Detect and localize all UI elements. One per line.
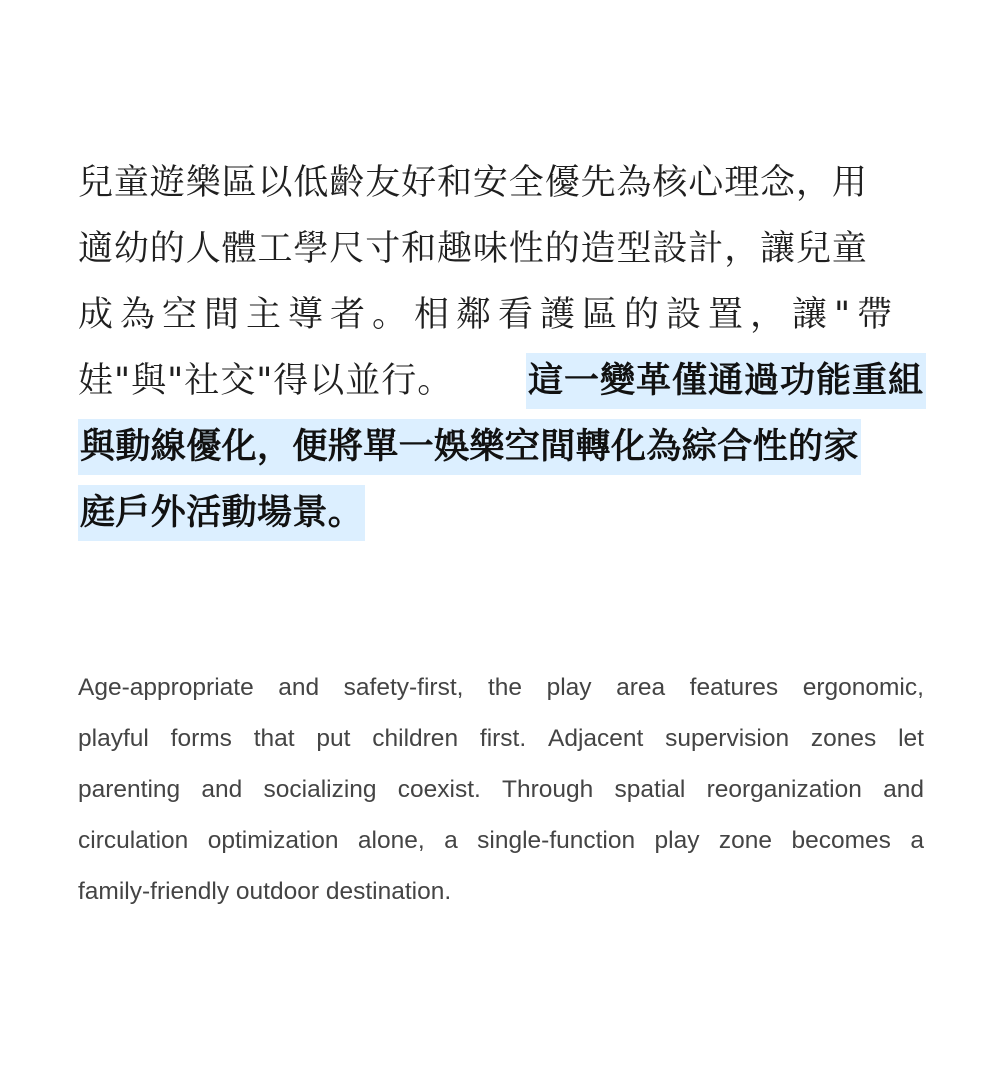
- highlighted-text: 庭戶外活動場景。: [78, 485, 365, 541]
- english-word: and: [278, 674, 320, 701]
- english-word: alone,: [357, 827, 425, 854]
- chinese-line-4: [78, 348, 926, 414]
- english-word: playful: [78, 725, 149, 752]
- english-line: [78, 713, 924, 764]
- english-paragraph: [78, 662, 924, 917]
- chinese-line-3: [78, 282, 926, 348]
- chinese-line-5: [78, 414, 926, 480]
- english-word: and: [883, 776, 924, 803]
- chinese-text: 兒童遊樂區以低齡友好和安全優先為核心理念，用: [78, 163, 868, 203]
- english-word: let: [898, 725, 924, 752]
- english-word: Age-appropriate: [78, 674, 254, 701]
- english-word: Adjacent: [547, 725, 644, 752]
- english-word: play: [546, 674, 592, 701]
- english-word: forms: [170, 725, 232, 752]
- english-word: zones: [810, 725, 877, 752]
- chinese-line-6: [78, 480, 926, 546]
- chinese-text: 娃"與"社交"得以並行。: [78, 361, 454, 401]
- highlighted-text: 與動線優化，便將單一娛樂空間轉化為綜合性的家: [78, 419, 861, 475]
- english-word: socializing: [263, 776, 377, 803]
- english-word: single-function: [477, 827, 636, 854]
- english-word: and: [201, 776, 243, 803]
- english-word: a: [910, 827, 924, 854]
- chinese-line-2: [78, 216, 926, 282]
- english-word: safety-first,: [343, 674, 464, 701]
- chinese-paragraph: [78, 150, 926, 546]
- english-word: children: [372, 725, 459, 752]
- english-line: [78, 662, 924, 713]
- english-word: parenting: [78, 776, 181, 803]
- english-word: that: [253, 725, 295, 752]
- english-word: ergonomic,: [802, 674, 924, 701]
- english-line: [78, 815, 924, 866]
- english-word: supervision: [665, 725, 790, 752]
- english-word: reorganization: [706, 776, 862, 803]
- english-word: first.: [479, 725, 527, 752]
- english-word: optimization: [207, 827, 339, 854]
- english-word: features: [689, 674, 779, 701]
- chinese-text: 適幼的人體工學尺寸和趣味性的造型設計，讓兒童: [78, 229, 868, 269]
- english-line: [78, 866, 924, 917]
- chinese-line-1: [78, 150, 926, 216]
- english-word: becomes: [791, 827, 891, 854]
- english-word: circulation: [78, 827, 189, 854]
- english-word: zone: [718, 827, 773, 854]
- english-word: Through: [502, 776, 594, 803]
- english-line: [78, 764, 924, 815]
- english-word: area: [616, 674, 666, 701]
- chinese-text: 成為空間主導者。相鄰看護區的設置，讓"帶: [78, 295, 900, 335]
- english-word: play: [654, 827, 700, 854]
- english-word: a: [444, 827, 458, 854]
- english-word: spatial: [614, 776, 686, 803]
- english-text: family-friendly outdoor destination.: [78, 878, 452, 905]
- english-word: put: [316, 725, 351, 752]
- highlighted-text: 這一變革僅通過功能重組: [526, 353, 926, 409]
- english-word: the: [487, 674, 523, 701]
- english-word: coexist.: [397, 776, 481, 803]
